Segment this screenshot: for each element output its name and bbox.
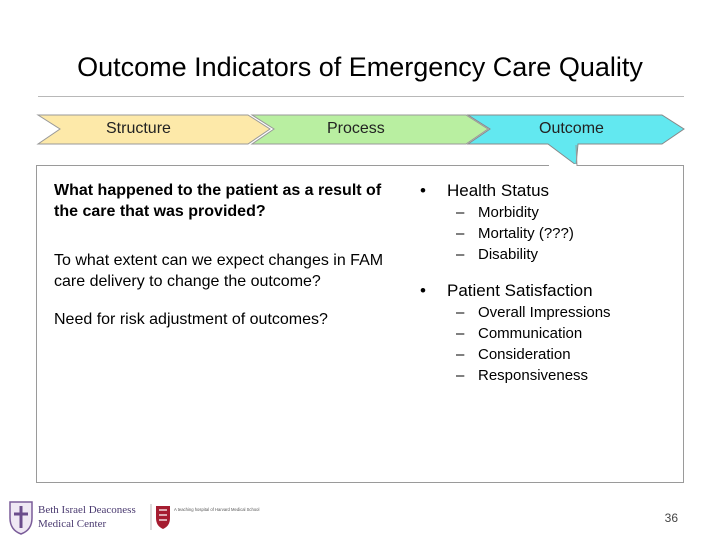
sub-item-label: Morbidity <box>478 204 539 221</box>
dash-icon: – <box>456 304 465 321</box>
logo-name-line1: Beth Israel Deaconess <box>38 504 136 516</box>
dash-icon: – <box>456 246 465 263</box>
logo-affiliation: A teaching hospital of Harvard Medical School <box>174 507 260 512</box>
dash-icon: – <box>456 225 465 242</box>
structure-label: Structure <box>106 120 171 137</box>
patient-satisfaction-sublist <box>420 302 680 386</box>
harvard-shield-icon <box>156 506 170 529</box>
list-item-label: Health Status <box>447 181 550 200</box>
question-care-result: What happened to the patient as a result of the care that was provided? <box>54 182 382 220</box>
page-number: 36 <box>664 511 678 525</box>
question-fam-changes: To what extent can we expect changes in FAM care delivery to change the outcome? <box>54 252 384 290</box>
outcome-label: Outcome <box>539 120 604 137</box>
shield-emblem-icon <box>10 502 32 534</box>
slide-title: Outcome Indicators of Emergency Care Quality <box>77 52 643 82</box>
sub-item-communication <box>420 323 680 344</box>
sub-item-overall-impressions <box>420 302 680 323</box>
hospital-logo <box>6 496 260 536</box>
outcome-measures-list <box>420 180 680 401</box>
sub-item-mortality <box>420 223 680 244</box>
dash-icon: – <box>456 204 465 221</box>
sub-item-responsiveness <box>420 365 680 386</box>
list-item-health-status <box>420 180 680 202</box>
pointer-edge-right <box>576 145 577 166</box>
sub-item-morbidity <box>420 202 680 223</box>
health-status-sublist <box>420 202 680 265</box>
bullet-icon: • <box>420 281 426 300</box>
sub-item-consideration <box>420 344 680 365</box>
list-item-label: Patient Satisfaction <box>447 281 593 300</box>
bullet-icon: • <box>420 181 426 200</box>
dash-icon: – <box>456 367 465 384</box>
sub-item-label: Communication <box>478 325 583 342</box>
sub-item-label: Consideration <box>478 346 571 363</box>
sub-item-label: Mortality (???) <box>478 225 574 242</box>
list-item-patient-satisfaction <box>420 280 680 302</box>
sub-item-label: Responsiveness <box>478 367 589 384</box>
dash-icon: – <box>456 346 465 363</box>
dash-icon: – <box>456 325 465 342</box>
sub-item-label: Disability <box>478 246 539 263</box>
sub-item-label: Overall Impressions <box>478 304 611 321</box>
process-label: Process <box>327 120 385 137</box>
questions-column <box>54 180 384 347</box>
question-risk-adjustment: Need for risk adjustment of outcomes? <box>54 311 328 328</box>
sub-item-disability <box>420 244 680 265</box>
logo-name-line2: Medical Center <box>38 518 107 530</box>
